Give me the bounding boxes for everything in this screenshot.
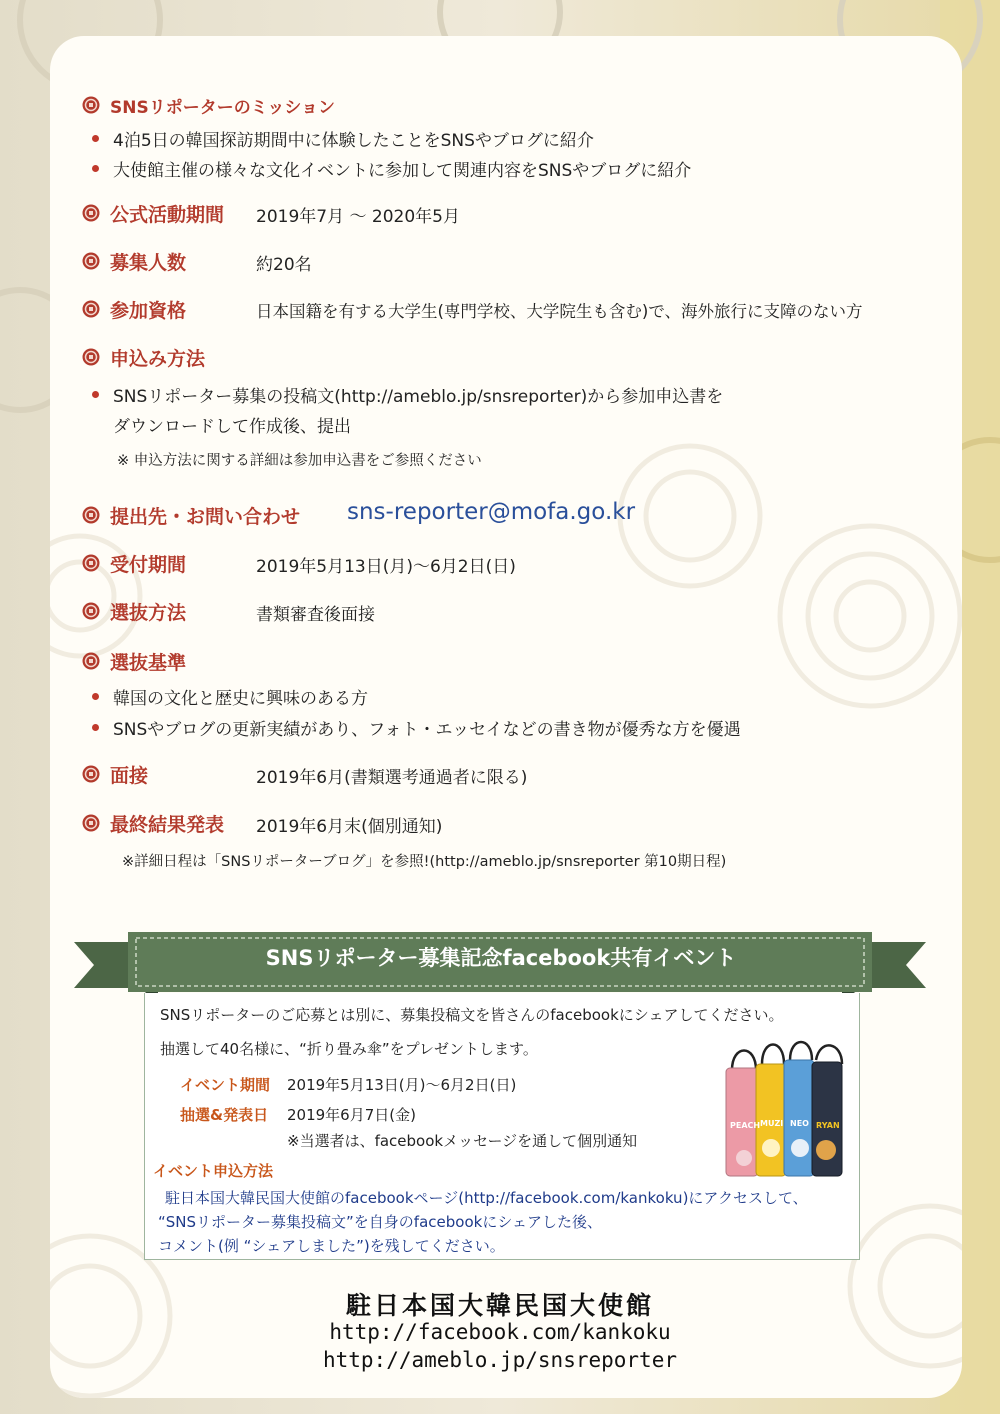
- period-label: 公式活動期間: [110, 203, 225, 226]
- event-draw-value: 2019年6月7日(金): [287, 1106, 416, 1124]
- eligibility-label: 参加資格: [110, 299, 187, 322]
- recruit-value: 約20名: [256, 255, 312, 275]
- reception-label: 受付期間: [110, 553, 187, 576]
- final-label: 最終結果発表: [110, 813, 225, 836]
- selection-label: 選抜方法: [110, 601, 187, 624]
- umbrella-label-neo: NEO: [790, 1119, 809, 1128]
- footer-facebook-link[interactable]: http://facebook.com/kankoku: [329, 1320, 671, 1344]
- criteria-label: 選抜基準: [110, 651, 187, 674]
- event-method-3: コメント(例 “シェアしました”)を残してください。: [158, 1237, 505, 1255]
- reception-value: 2019年5月13日(月)〜6月2日(日): [256, 557, 516, 577]
- interview-value: 2019年6月(書類選考通過者に限る): [256, 768, 528, 788]
- event-method-label: イベント申込方法: [153, 1162, 274, 1180]
- footer-blog-link[interactable]: http://ameblo.jp/snsreporter: [322, 1348, 677, 1372]
- interview-label: 面接: [110, 764, 149, 787]
- recruit-label: 募集人数: [110, 251, 187, 274]
- umbrella-label-muzi: MUZI: [760, 1119, 784, 1128]
- event-method-2: “SNSリポーター募集投稿文”を自身のfacebookにシェアした後、: [158, 1213, 603, 1231]
- umbrella-label-peach: PEACH: [730, 1121, 761, 1130]
- event-period-value: 2019年5月13日(月)〜6月2日(日): [287, 1076, 517, 1094]
- umbrella-set-image: [718, 1030, 858, 1180]
- criteria-item-text: SNSやブログの更新実績があり、フォト・エッセイなどの書き物が優秀な方を優遇: [113, 719, 741, 740]
- mission-item-text: 大使館主催の様々な文化イベントに参加して関連内容をSNSやブログに紹介: [113, 160, 692, 181]
- apply-note: ※ 申込方法に関する詳細は参加申込書をご参照ください: [117, 453, 482, 469]
- apply-label: 申込み方法: [110, 347, 206, 370]
- event-intro-2: 抽選して40名様に、“折り畳み傘”をプレゼントします。: [160, 1040, 538, 1058]
- selection-value: 書類審査後面接: [256, 605, 375, 625]
- event-draw-label: 抽選&発表日: [180, 1106, 269, 1124]
- eligibility-value: 日本国籍を有する大学生(専門学校、大学院生も含む)で、海外旅行に支障のない方: [256, 302, 863, 321]
- umbrella-label-ryan: RYAN: [816, 1121, 840, 1130]
- mission-label: SNSリポーターのミッション: [110, 97, 336, 118]
- event-title: SNSリポーター募集記念facebook共有イベント: [265, 946, 737, 970]
- contact-label: 提出先・お問い合わせ: [110, 505, 301, 528]
- event-intro-1: SNSリポーターのご応募とは別に、募集投稿文を皆さんのfacebookにシェアしてください。: [160, 1006, 784, 1024]
- final-value: 2019年6月末(個別通知): [256, 817, 443, 837]
- period-value: 2019年7月 〜 2020年5月: [256, 207, 460, 227]
- apply-line-2: ダウンロードして作成後、提出: [113, 417, 351, 437]
- apply-line-text: SNSリポーター募集の投稿文(http://ameblo.jp/snsreporter)から参加申込書を: [113, 386, 724, 407]
- event-period-label: イベント期間: [180, 1076, 271, 1094]
- event-draw-note: ※当選者は、facebookメッセージを通して個別通知: [287, 1132, 638, 1150]
- mission-item-text: 4泊5日の韓国探訪期間中に体験したことをSNSやブログに紹介: [113, 130, 594, 151]
- contact-email-link[interactable]: sns-reporter@mofa.go.kr: [347, 499, 636, 525]
- schedule-note: ※詳細日程は「SNSリポーターブログ」を参照!(http://ameblo.jp/snsreporter 第10期日程): [122, 854, 727, 870]
- criteria-item-text: 韓国の文化と歴史に興味のある方: [113, 688, 368, 709]
- footer-org: 駐日本国大韓民国大使館: [345, 1291, 654, 1320]
- event-method-1: 駐日本国大韓民国大使館のfacebookページ(http://facebook.com/kankoku)にアクセスして、: [165, 1189, 808, 1207]
